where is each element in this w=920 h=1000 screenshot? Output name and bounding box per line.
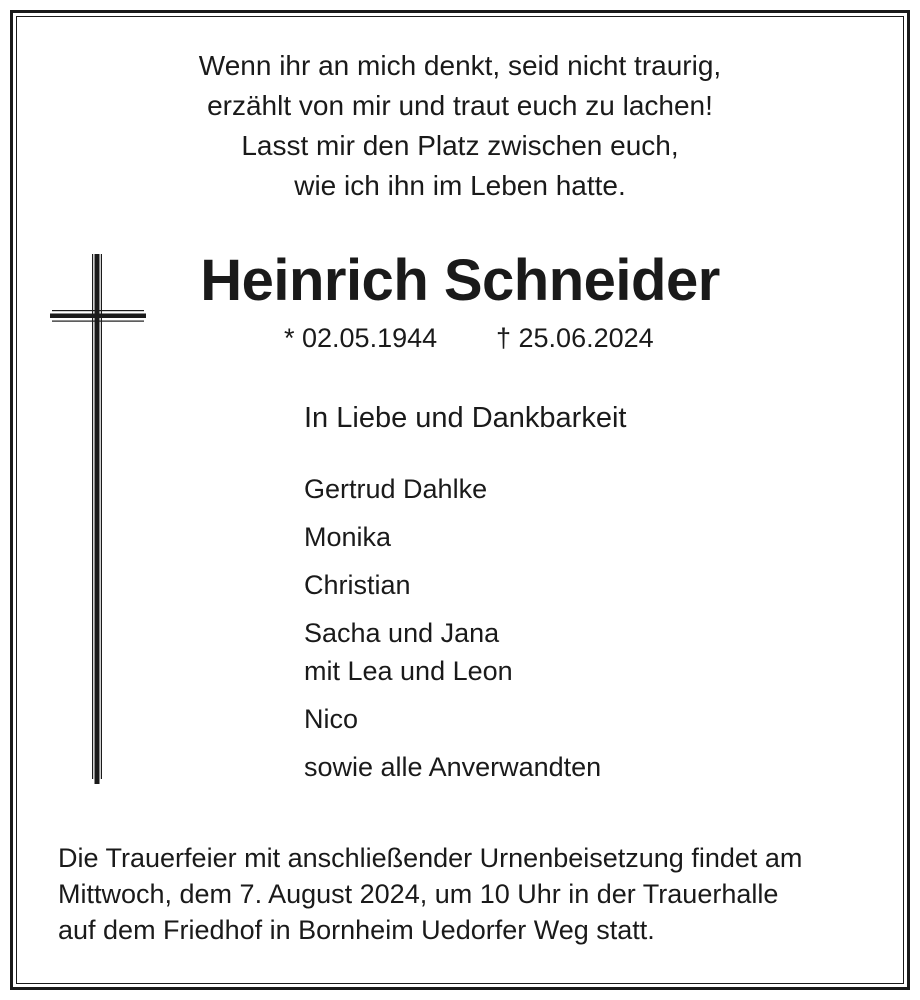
mourner-name: Sacha und Jana <box>304 618 500 648</box>
notice-line: auf dem Friedhof in Bornheim Uedorfer Weg statt. <box>58 915 655 945</box>
mourner-name: sowie alle Anverwandten <box>304 752 602 782</box>
mourner-name: Nico <box>304 704 359 734</box>
list-item <box>304 518 601 556</box>
mourners-list <box>304 470 601 796</box>
notice-line: Mittwoch, dem 7. August 2024, um 10 Uhr in der Trauerhalle <box>58 879 779 909</box>
poem-line: Wenn ihr an mich denkt, seid nicht traurig, <box>198 50 722 81</box>
list-item <box>304 566 601 604</box>
birth-date: * 02.05.1944 <box>284 323 438 353</box>
list-item <box>304 614 601 690</box>
mourner-name: Monika <box>304 522 392 552</box>
poem-line: Lasst mir den Platz zwischen euch, <box>241 130 679 161</box>
deceased-name: Heinrich Schneider <box>200 248 720 313</box>
list-item <box>304 748 601 786</box>
dedication-text: In Liebe und Dankbarkeit <box>304 402 627 434</box>
mourner-name: mit Lea und Leon <box>304 656 513 686</box>
mourner-name: Christian <box>304 570 411 600</box>
memorial-poem <box>0 46 920 206</box>
list-item <box>304 470 601 508</box>
poem-line: erzählt von mir und traut euch zu lachen! <box>207 90 713 121</box>
cross-icon <box>48 254 148 784</box>
funeral-notice <box>58 840 878 948</box>
list-item <box>304 700 601 738</box>
death-date: † 25.06.2024 <box>496 323 654 353</box>
mourner-name: Gertrud Dahlke <box>304 474 488 504</box>
notice-line: Die Trauerfeier mit anschließender Urnenbeisetzung findet am <box>58 843 803 873</box>
poem-line: wie ich ihn im Leben hatte. <box>294 170 626 201</box>
